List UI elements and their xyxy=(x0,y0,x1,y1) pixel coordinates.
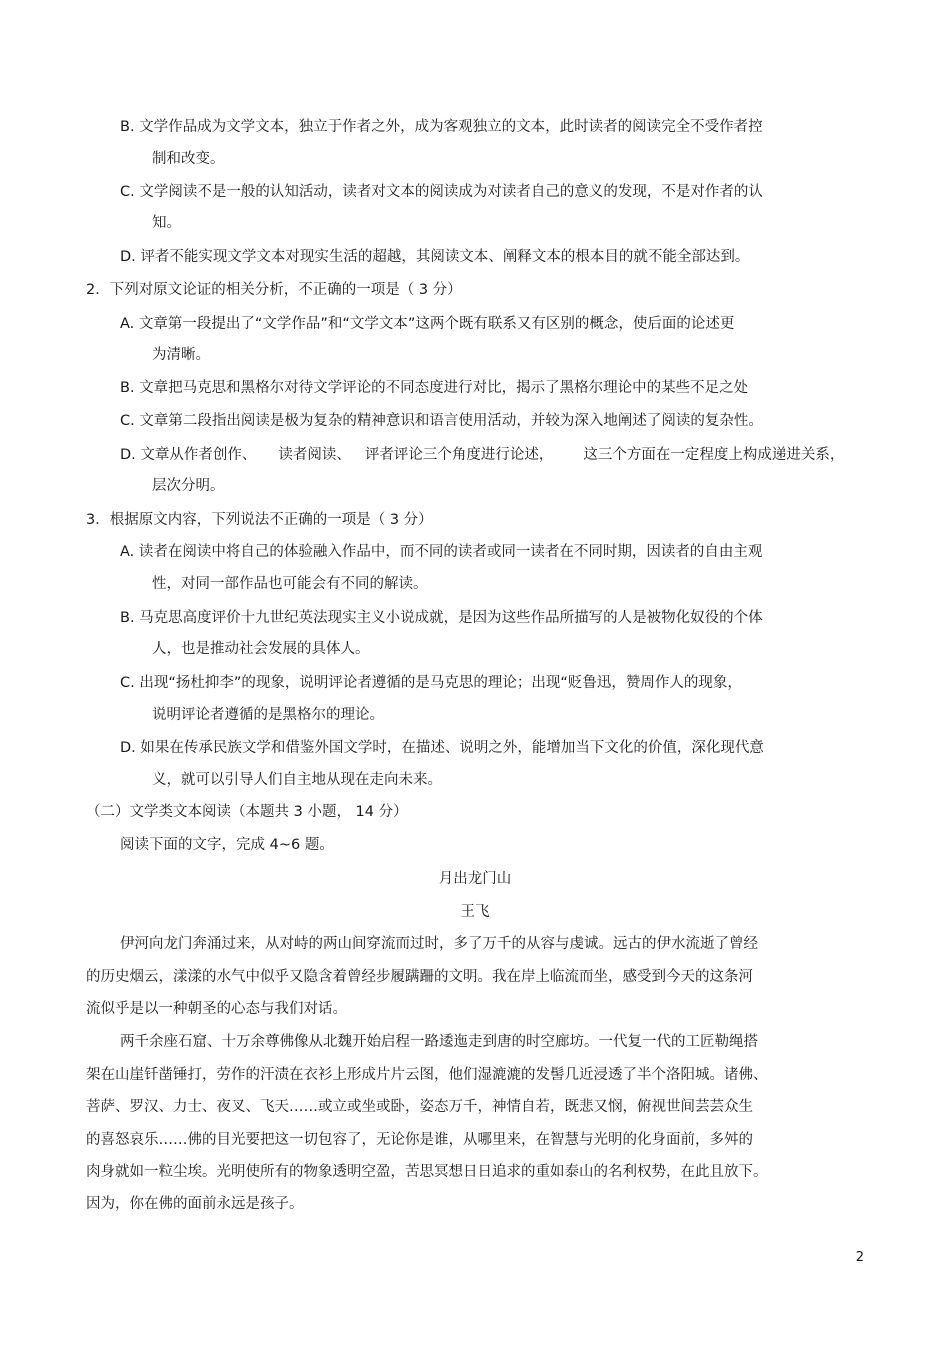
q2-option-d-cont: 层次分明。 xyxy=(152,478,225,494)
q2-stem: 2．下列对原文论证的相关分析，不正确的一项是（ 3 分） xyxy=(86,282,462,298)
passage-line: 的喜怒哀乐……佛的目光要把这一切包容了，无论你是谁，从哪里来，在智慧与光明的化身面前，多舛的 xyxy=(86,1132,753,1148)
q2-option-d xyxy=(120,445,844,465)
q3-stem: 3．根据原文内容，下列说法不正确的一项是（ 3 分） xyxy=(86,512,433,528)
q2-option-d-part4: 这三个方面在一定程度上构成递进关系， xyxy=(583,447,845,463)
passage-line: 的历史烟云，漾漾的水气中似乎又隐含着曾经步履蹒跚的文明。我在岸上临流而坐，感受到今天的这条河 xyxy=(86,969,753,985)
passage-line: 因为，你在佛的面前永远是孩子。 xyxy=(86,1196,304,1212)
passage-line: 伊河向龙门奔涌过来，从对峙的两山间穿流而过时，多了万千的从容与虔诚。远古的伊水流逝了曾经 xyxy=(120,936,758,952)
passage-line: 菩萨、罗汉、力士、夜叉、飞天……或立或坐或卧，姿态万千，神情自若，既悲又悯，俯视世间芸芸众生 xyxy=(86,1099,753,1115)
q3-option-c-cont: 说明评论者遵循的是黑格尔的理论。 xyxy=(152,707,384,723)
passage-line: 肉身就如一粒尘埃。光明使所有的物象透明空盈，苦思冥想日日追求的重如泰山的名利权势，在此且放下。 xyxy=(86,1164,768,1180)
q2-option-a: A. 文章第一段提出了“文学作品”和“文学文本”这两个既有联系又有区别的概念，使后面的论述更 xyxy=(120,316,735,332)
passage-line: 两千余座石窟、十万余尊佛像从北魏开始启程一路逶迤走到唐的时空廊坊。一代复一代的工匠勒绳搭 xyxy=(120,1034,758,1050)
q2-option-c: C. 文章第二段指出阅读是极为复杂的精神意识和语言使用活动，并较为深入地阐述了阅读的复杂性。 xyxy=(120,413,763,429)
q3-option-d: D. 如果在传承民族文学和借鉴外国文学时，在描述、说明之外，能增加当下文化的价值，深化现代意 xyxy=(120,740,764,756)
q3-option-d-cont: 义，就可以引导人们自主地从现在走向未来。 xyxy=(152,772,442,788)
q3-option-b: B. 马克思高度评价十九世纪英法现实主义小说成就，是因为这些作品所描写的人是被物化奴役的个体 xyxy=(120,610,763,626)
passage-line: 架在山崖钎凿锤打，劳作的汗渍在衣衫上形成片片云图，他们湿漉漉的发髻几近浸透了半个洛阳城。诸佛、 xyxy=(86,1067,768,1083)
q1-option-b: B. 文学作品成为文学文本，独立于作者之外，成为客观独立的文本，此时读者的阅读完全不受作者控 xyxy=(120,119,763,135)
q1-option-b-cont: 制和改变。 xyxy=(152,151,225,167)
q3-option-a-cont: 性，对同一部作品也可能会有不同的解读。 xyxy=(152,576,428,592)
q1-option-c-cont: 知。 xyxy=(152,215,181,231)
article-title: 月出龙门山 xyxy=(438,871,512,887)
q1-option-d: D. 评者不能实现文学文本对现实生活的超越，其阅读文本、阐释文本的根本目的就不能全部达到。 xyxy=(120,249,750,265)
q3-option-c: C. 出现“扬杜抑李”的现象，说明评论者遵循的是马克思的理论；出现“贬鲁迅，赞周作人的现象， xyxy=(120,675,742,691)
q1-option-c: C. 文学阅读不是一般的认知活动，读者对文本的阅读成为对读者自己的意义的发现，不是对作者的认 xyxy=(120,184,763,200)
q2-option-d-part1: D. 文章从作者创作、 xyxy=(120,447,257,463)
reading-instruction: 阅读下面的文字，完成 4~6 题。 xyxy=(120,837,334,853)
q3-option-a: A. 读者在阅读中将自己的体验融入作品中，而不同的读者或同一读者在不同时期，因读者的自由主观 xyxy=(120,544,763,560)
q3-option-b-cont: 人，也是推动社会发展的具体人。 xyxy=(152,641,370,657)
q2-option-d-part3: 评者评论三个角度进行论述， xyxy=(364,447,554,463)
q2-option-a-cont: 为清晰。 xyxy=(152,347,210,363)
section-heading: （二）文学类文本阅读（本题共 3 小题， 14 分） xyxy=(86,804,408,820)
passage-line: 流似乎是以一种朝圣的心态与我们对话。 xyxy=(86,1001,347,1017)
q2-option-d-part2: 读者阅读、 xyxy=(278,447,351,463)
page-number: 2 xyxy=(855,1250,864,1265)
q2-option-b: B. 文章把马克思和黑格尔对待文学评论的不同态度进行对比，揭示了黑格尔理论中的某些不足之处 xyxy=(120,380,749,396)
article-author: 王飞 xyxy=(460,904,490,920)
